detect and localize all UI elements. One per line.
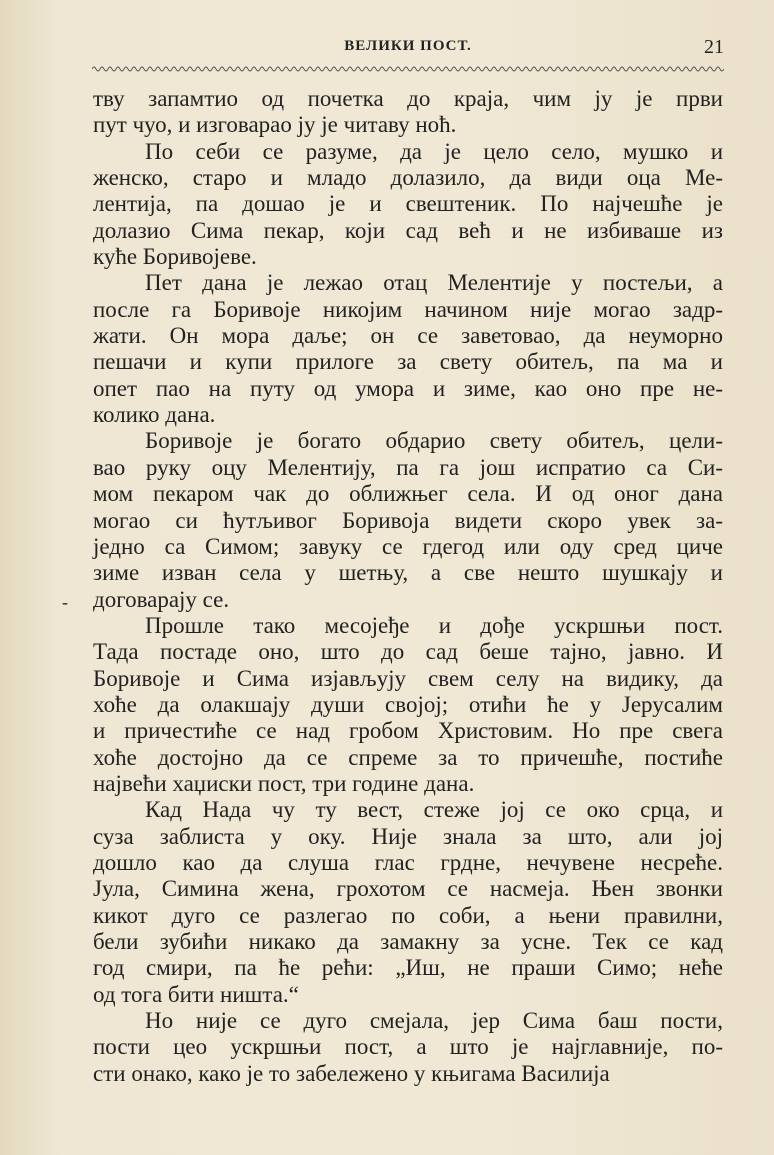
text-line: Но није се дуго смејала, јер Сима баш пости, — [145, 1008, 723, 1034]
text-line: пешачи и купи прилоге за свету обитељ, па ма и — [93, 349, 723, 375]
page-header — [92, 36, 724, 66]
text-line: женско, старо и младо долазило, да види оца Ме- — [93, 165, 723, 191]
header-rule-ornament — [92, 64, 724, 74]
text-line: могао си ћутљивог Боривоја видети скоро увек за- — [93, 507, 723, 533]
margin-mark: - — [62, 592, 68, 612]
body-text — [93, 86, 723, 1087]
text-line: дошло као да слуша глас грдне, нечувене несреће. — [93, 849, 723, 875]
text-line: долазио Сима пекар, који сад већ и не избиваше из — [93, 217, 723, 243]
text-line: и причестиће се над гробом Христовим. Но пре свега — [93, 718, 723, 744]
text-line: највећи хаџиски пост, три године дана. — [93, 770, 475, 796]
text-line: жати. Он мора даље; он се заветовао, да неуморно — [93, 323, 723, 349]
text-line: куће Боривојеве. — [93, 244, 257, 270]
text-line: Кад Нада чу ту вест, стеже јој се око срца, и — [145, 797, 723, 823]
text-line: вао руку оцу Мелентију, па га још испратио са Си- — [93, 454, 723, 480]
text-line: бели зубићи никако да замакну за усне. Тек се кад — [93, 929, 723, 954]
text-line: сти онако, како је то забележено у књигама Василија — [93, 1060, 610, 1086]
text-line: Прошле тако месојеђе и дође ускршњи пост. — [145, 612, 723, 638]
text-line: Боривоје и Сима изјављују свем селу на видику, да — [93, 665, 723, 691]
text-line: колико дана. — [93, 402, 216, 428]
text-line: По себи се разуме, да је цело село, мушко и — [145, 138, 723, 164]
text-line: мом пекаром чак до оближњег села. И од оног дана — [93, 481, 723, 507]
text-line: једно са Симом; завуку се гдегод или оду сред циче — [93, 533, 723, 559]
page-number: 21 — [704, 36, 724, 58]
text-line: зиме изван села у шетњу, а све нешто шушкају и — [93, 560, 723, 586]
text-line: хоће да олакшају души својој; отићи ће у Јерусалим — [93, 691, 723, 717]
text-line: Боривоје је богато обдарио свету обитељ, цели- — [145, 428, 723, 454]
text-line: лентија, па дошао је и свештеник. По најчешће је — [93, 191, 723, 217]
text-line: Јула, Симина жена, грохотом се насмеја. Њен звонки — [93, 876, 723, 902]
text-line: хоће достојно да се спреме за то причешће, постиће — [93, 744, 723, 770]
text-line: од тога бити ништа.“ — [93, 981, 299, 1007]
text-line: пут чуо, и изговарао ју је читаву ноћ. — [93, 112, 457, 138]
text-line: суза заблиста у оку. Није знала за што, али јој — [93, 823, 723, 849]
text-line: год смири, па ће рећи: „Иш, не праши Симо; неће — [93, 955, 723, 981]
running-title: ВЕЛИКИ ПОСТ. — [344, 38, 472, 54]
text-line: опет пао на путу од умора и зиме, као оно пре не- — [93, 375, 723, 401]
text-line: после га Боривоје никојим начином није могао задр- — [93, 296, 723, 322]
text-line: договарају се. — [93, 586, 230, 612]
text-line: Пет дана је лежао отац Мелентије у постељи, а — [145, 270, 723, 296]
text-line: пости цео ускршњи пост, а што је најглавније, по- — [93, 1034, 723, 1060]
text-line: тву запамтио од почетка до краја, чим ју је први — [93, 86, 723, 111]
text-line: кикот дуго се разлегао по соби, а њени правилни, — [93, 902, 723, 928]
text-line: Тада постаде оно, што до сад беше тајно, јавно. И — [93, 639, 723, 665]
